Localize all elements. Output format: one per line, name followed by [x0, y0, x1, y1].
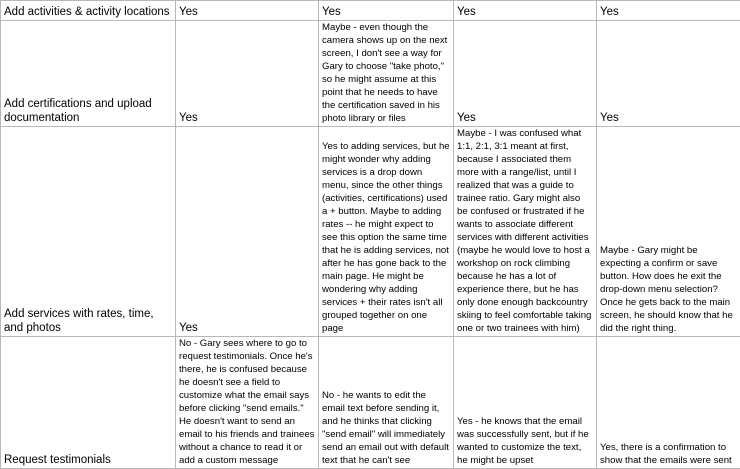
answer-cell: Yes to adding services, but he might wonder why adding services is a drop down menu, since the other things (activities, certifications) used a + button. Maybe to adding rates -- he might expect to see this option the same time that he is adding services, not after he has gone back to the main page. He might be wondering why adding services + their rates isn't all grouped together on one page [319, 127, 454, 337]
task-cell: Add activities & activity locations [1, 1, 176, 21]
answer-cell: Yes - he knows that the email was successfully sent, but if he wanted to customize the text, he might be upset [454, 337, 597, 469]
task-cell: Request testimonials [1, 337, 176, 469]
table-row [1, 21, 740, 127]
answer-cell: Maybe - I was confused what 1:1, 2:1, 3:1 meant at first, because I associated them more with a range/list, until I realized that was a guide to trainee ratio. Gary might also be confused or frustrated if he wants to associate different services with different activities (maybe he would love to host a workshop on rock climbing because he has a lot of experience there, but he has only done enough backcountry skiing to feel comfortable taking one or two trainees with him) [454, 127, 597, 337]
answer-cell: Maybe - Gary might be expecting a confirm or save button. How does he exit the drop-down menu selection? Once he gets back to the main screen, he should know that he did the right thing. [597, 127, 740, 337]
answer-cell: Yes [319, 1, 454, 21]
answer-cell: Yes [176, 21, 319, 127]
answer-cell: No - he wants to edit the email text before sending it, and he thinks that clicking "send email" will immediately send an email out with default text that he can't see [319, 337, 454, 469]
table-row [1, 1, 740, 21]
answer-cell: Maybe - even though the camera shows up on the next screen, I don't see a way for Gary to choose "take photo," so he might assume at this point that he needs to have the certification saved in his photo library or files [319, 21, 454, 127]
answer-cell: Yes [176, 1, 319, 21]
task-cell: Add services with rates, time, and photos [1, 127, 176, 337]
answer-cell: Yes [597, 21, 740, 127]
answer-cell: Yes [454, 21, 597, 127]
task-cell: Add certifications and upload documentation [1, 21, 176, 127]
table-row [1, 127, 740, 337]
table-row [1, 337, 740, 469]
answer-cell: Yes [176, 127, 319, 337]
answer-cell: Yes [597, 1, 740, 21]
answer-cell: No - Gary sees where to go to request testimonials. Once he's there, he is confused because he doesn't see a field to customize what the email says before clicking "send emails." He doesn't want to send an email to his friends and trainees without a chance to read it or add a custom message [176, 337, 319, 469]
answer-cell: Yes, there is a confirmation to show that the emails were sent [597, 337, 740, 469]
answer-cell: Yes [454, 1, 597, 21]
